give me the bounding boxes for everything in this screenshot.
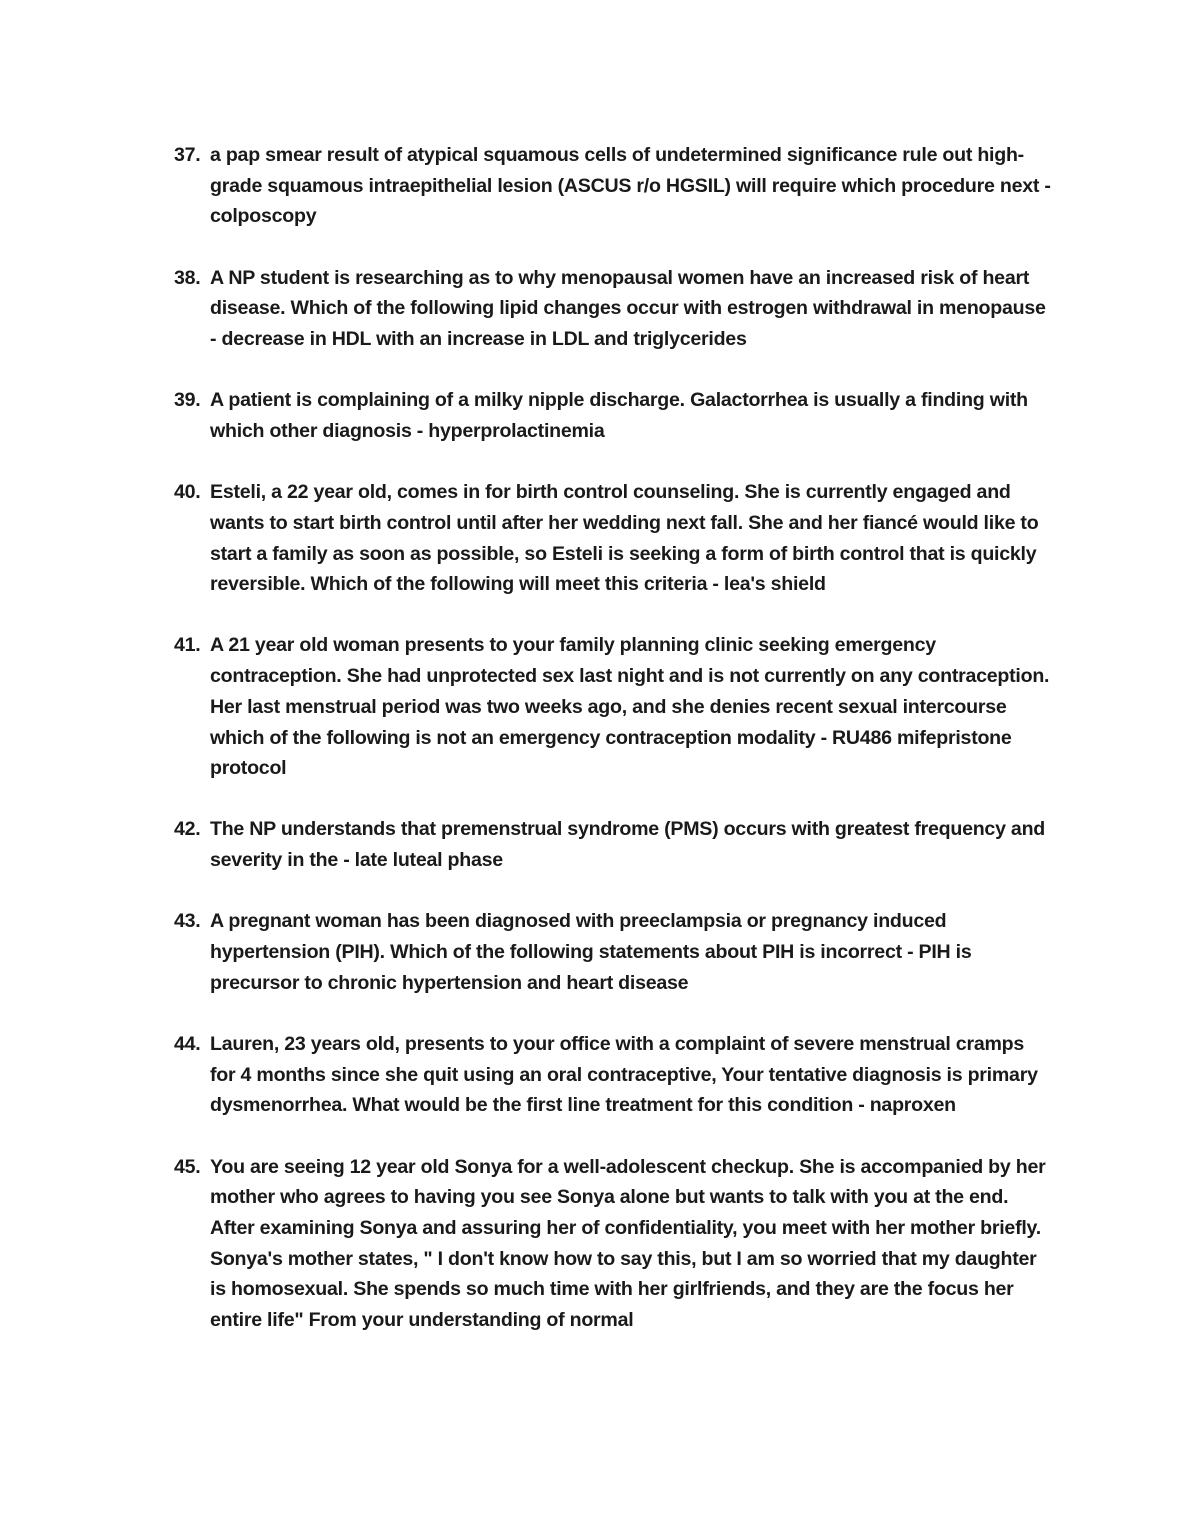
question-item-39	[174, 385, 1054, 446]
question-text: A 21 year old woman presents to your family planning clinic seeking emergency contraception. She had unprotected sex last night and is not currently on any contraception. Her last menstrual period was two weeks ago, and she denies recent sexual intercourse which of the following is not an emergency contraception modality - RU486 mifepristone protocol	[210, 634, 1050, 780]
question-text: A patient is complaining of a milky nipple discharge. Galactorrhea is usually a finding with which other diagnosis - hyperprolactinemia	[210, 389, 1028, 442]
question-text: The NP understands that premenstrual syndrome (PMS) occurs with greatest frequency and severity in the - late luteal phase	[210, 818, 1046, 872]
question-item-45	[174, 1152, 1054, 1336]
question-item-38	[174, 263, 1054, 355]
question-item-40	[174, 477, 1054, 600]
question-text: a pap smear result of atypical squamous cells of undetermined significance rule out high-grade squamous intraepithelial lesion (ASCUS r/o HGSIL) will require which procedure next - colposcopy	[210, 144, 1051, 228]
question-number: 41.	[174, 634, 201, 657]
question-number: 37.	[174, 144, 201, 166]
question-text: Lauren, 23 years old, presents to your office with a complaint of severe menstrual cramps for 4 months since she quit using an oral contraceptive, Your tentative diagnosis is primary dysmenorrhea. What would be the first line treatment for this condition - naproxen	[210, 1032, 1038, 1117]
question-item-44	[174, 1029, 1054, 1121]
question-text: A pregnant woman has been diagnosed with preeclampsia or pregnancy induced hypertension (PIH). Which of the following statements about PIH is incorrect - PIH is precursor to chronic hypertension and heart disease	[210, 910, 972, 994]
question-text: A NP student is researching as to why menopausal women have an increased risk of heart disease. Which of the following lipid changes occur with estrogen withdrawal in menopause - decrease in HDL with an increase in LDL and triglycerides	[210, 266, 1046, 351]
question-list	[174, 140, 1054, 1366]
question-number: 42.	[174, 818, 201, 841]
question-item-41	[174, 630, 1054, 784]
question-item-42	[174, 814, 1054, 875]
question-number: 44.	[174, 1032, 201, 1055]
question-number: 45.	[174, 1155, 201, 1178]
question-number: 38.	[174, 266, 201, 289]
question-item-37	[174, 140, 1054, 232]
question-text: You are seeing 12 year old Sonya for a well-adolescent checkup. She is accompanied by her mother who agrees to having you see Sonya alone but wants to talk with you at the end. After examining Sonya and assuring her of confidentiality, you meet with her mother briefly. Sonya's mother states, " I don't know how to say this, but I am so worried that my daughter is homosexual. She spends so much time with her girlfriends, and they are the focus her entire life" From your understanding of normal	[210, 1155, 1046, 1332]
question-text: Esteli, a 22 year old, comes in for birth control counseling. She is currently engaged and wants to start birth control until after her wedding next fall. She and her fiancé would like to start a family as soon as possible, so Esteli is seeking a form of birth control that is quickly reversible. Which of the following will meet this criteria - lea's shield	[210, 481, 1039, 596]
question-number: 39.	[174, 389, 201, 412]
question-number: 40.	[174, 481, 201, 504]
question-number: 43.	[174, 910, 201, 933]
question-item-43	[174, 906, 1054, 998]
